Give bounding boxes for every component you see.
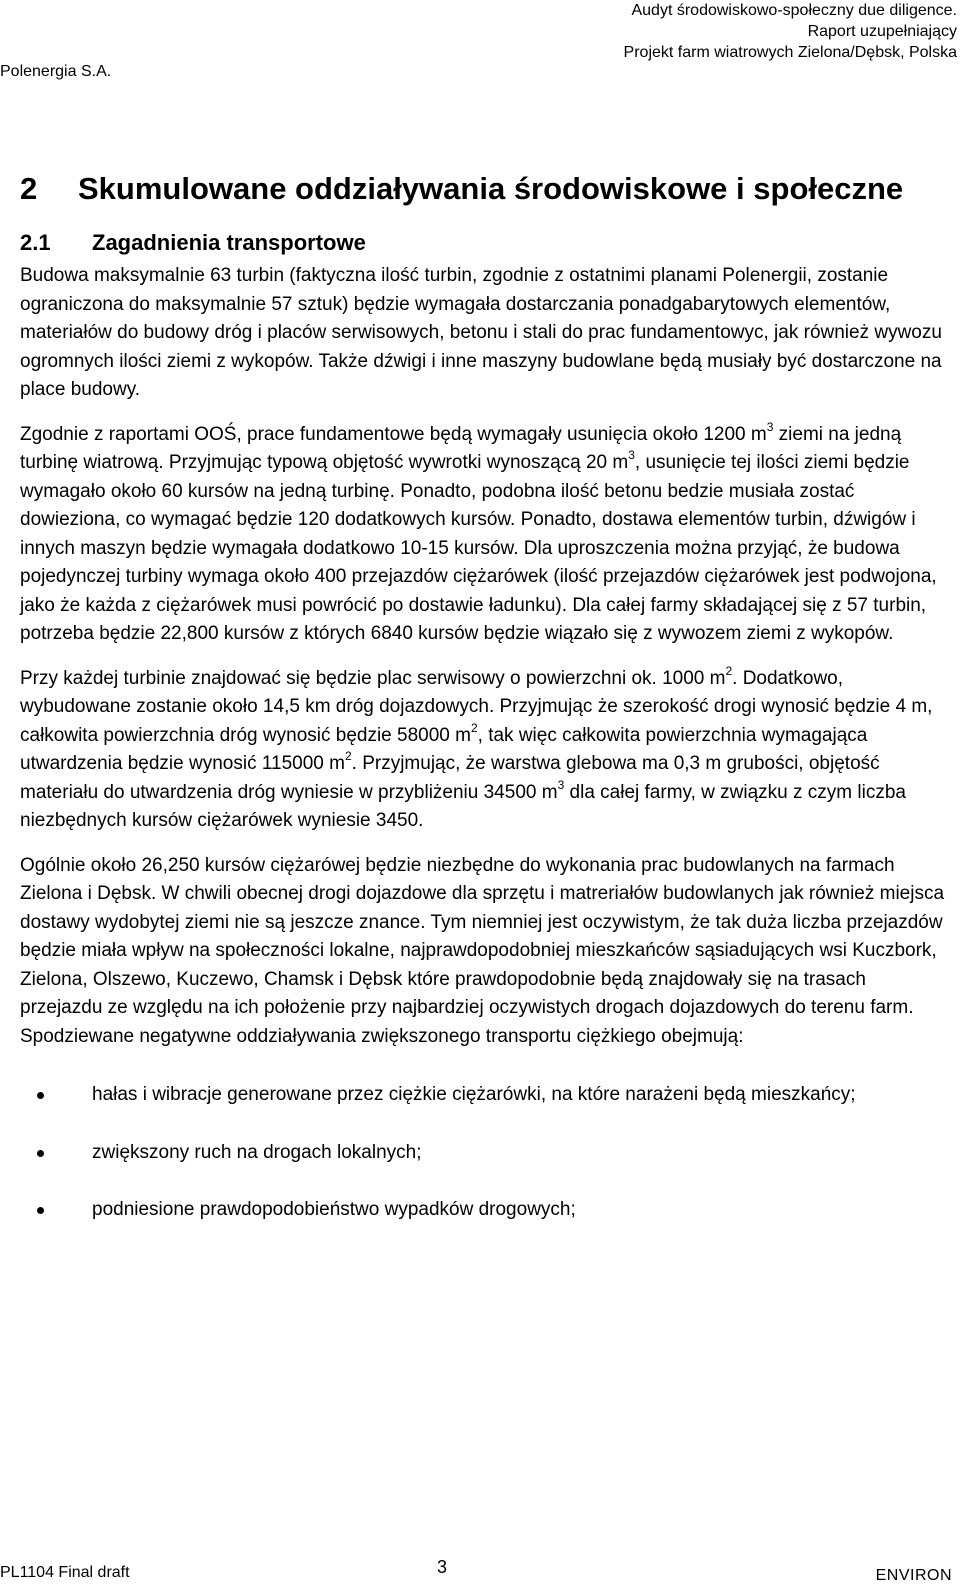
paragraph-3-text-d: . Przyjmując, że warstwa glebowa ma 0,3 m grubości, objętość materiału do utwardzenia dróg wyniesie w przybliżeniu 34500 m — [20, 753, 880, 803]
bullet-icon — [37, 1207, 44, 1214]
subsection-title: Zagadnienia transportowe — [92, 230, 366, 255]
page-footer — [0, 1555, 960, 1585]
document-body — [20, 170, 946, 1254]
list-item — [20, 1139, 946, 1168]
section-heading — [20, 170, 946, 208]
paragraph-2-text-a: Zgodnie z raportami OOŚ, prace fundamentowe będą wymagały usunięcia około 1200 m — [20, 423, 767, 445]
subsection-number: 2.1 — [20, 230, 51, 255]
header-title-line-2: Raport uzupełniający — [807, 23, 957, 40]
superscript-square: 2 — [725, 663, 733, 678]
list-item — [20, 1081, 946, 1110]
superscript-square: 2 — [470, 720, 478, 735]
paragraph-3-text-a: Przy każdej turbinie znajdować się będzie plac serwisowy o powierzchni ok. 1000 m — [20, 667, 726, 689]
section-title: Skumulowane oddziaływania środowiskowe i społeczne — [78, 171, 904, 206]
footer-brand-logo: ENVIRON — [875, 1567, 952, 1584]
paragraph-3-text-b: . Dodatkowo, wybudowane zostanie około 14,5 km dróg dojazdowych. Przyjmując że szerokość drogi wynosić będzie 4 m, całkowita powierzchnia dróg wynosić będzie 58000 m — [20, 667, 933, 746]
header-title-line-1: Audyt środowiskowo-społeczny due diligence. — [631, 2, 957, 19]
superscript-square: 2 — [344, 749, 352, 763]
footer-page-number: 3 — [437, 1557, 448, 1577]
bullet-icon — [37, 1092, 44, 1099]
paragraph-2-text-b: ziemi na jedną turbinę wiatrową. Przyjmując typową objętość wywrotki wynoszącą 20 m — [20, 423, 902, 473]
paragraph-1: Budowa maksymalnie 63 turbin (faktyczna ilość turbin, zgodnie z ostatnimi planami Polenergii, zostanie ograniczona do maksymalnie 57 sztuk) będzie wymagała dostarczania ponadgabarytowych elementów, materiałów do budowy dróg i placów serwisowych, betonu i stali do prac fundamentowyc, jak również wywozu ogromnych ilości ziemi z wykopów. Także dźwigi i inne maszyny budowlane będą musiały być dostarczone na place budowy. — [20, 265, 942, 400]
list-item-text: hałas i wibracje generowane przez ciężkie ciężarówki, na które narażeni będą mieszkańcy; — [92, 1084, 856, 1105]
superscript-cubic: 3 — [557, 777, 565, 792]
paragraph-4: Ogólnie około 26,250 kursów ciężarówej będzie niezbędne do wykonania prac budowlanych na farmach Zielona i Dębsk. W chwili obecnej drogi dojazdowe dla sprzętu i matreriałów budowlanych jak również miejsca dostawy wydobytej ziemi nie są jeszcze znance. Tym niemniej jest oczywistym, że tak duża liczba przejazdów będzie miała wpływ na społeczności lokalne, najprawdopodobniej mieszkańców sąsiadujących wsi Kuczbork, Zielona, Olszewo, Kuczewo, Chamsk i Dębsk które prawdopodobnie będą znajdowały się na trasach przejazdu ze względu na ich położenie przy najbardziej oczywistych drogach dojazdowych do terenu farm. Spodziewane negatywne oddziaływania zwiększonego transportu ciężkiego obejmują: — [20, 854, 945, 1047]
footer-document-reference: PL1104 Final draft — [0, 1564, 130, 1581]
header-document-title — [624, 0, 957, 63]
superscript-cubic: 3 — [766, 419, 774, 434]
list-item-text: podniesione prawdopodobieństwo wypadków drogowych; — [92, 1199, 576, 1220]
list-item-text: zwiększony ruch na drogach lokalnych; — [92, 1141, 422, 1163]
paragraph-2-text-c: , usunięcie tej ilości ziemi będzie wymagało około 60 kursów na jedną turbinę. Ponadto, podobna ilość betonu bedzie musiała zostać dowieziona, co wymagać będzie 120 dodatkowych kursów. Ponadto, dostawa elementów turbin, dźwigów i innych maszyn będzie wymagała dodatkowo 10-15 kursów. Dla uproszczenia można przyjąć, że budowa pojedynczej turbiny wymaga około 400 przejazdów ciężarówek (ilość przejazdów ciężarówek jest podwojona, jako że każda z ciężarówek musi powrócić po dostawie ładunku). Dla całej farmy składającej się z 57 turbin, potrzeba będzie 22,800 kursów z których 6840 kursów będzie wiązało się z wywozem ziemi z wykopów. — [20, 452, 937, 644]
paragraph-2 — [20, 421, 946, 649]
header-title-line-3: Projekt farm wiatrowych Zielona/Dębsk, Polska — [623, 44, 957, 61]
subsection-heading — [20, 230, 946, 256]
superscript-cubic: 3 — [628, 448, 635, 462]
impacts-list — [20, 1081, 946, 1225]
page-header — [0, 0, 960, 84]
paragraph-3-text-e: dla całej farmy, w związku z czym liczba niezbędnych kursów ciężarówek wyniesie 3450. — [20, 781, 906, 831]
paragraph-3-text-c: , tak więc całkowita powierzchnia wymagająca utwardzenia będzie wynosić 115000 m — [20, 724, 868, 774]
bullet-icon — [37, 1150, 44, 1157]
header-company: Polenergia S.A. — [0, 63, 112, 80]
section-number: 2 — [20, 171, 38, 206]
paragraph-3 — [20, 665, 946, 836]
list-item — [20, 1196, 946, 1225]
